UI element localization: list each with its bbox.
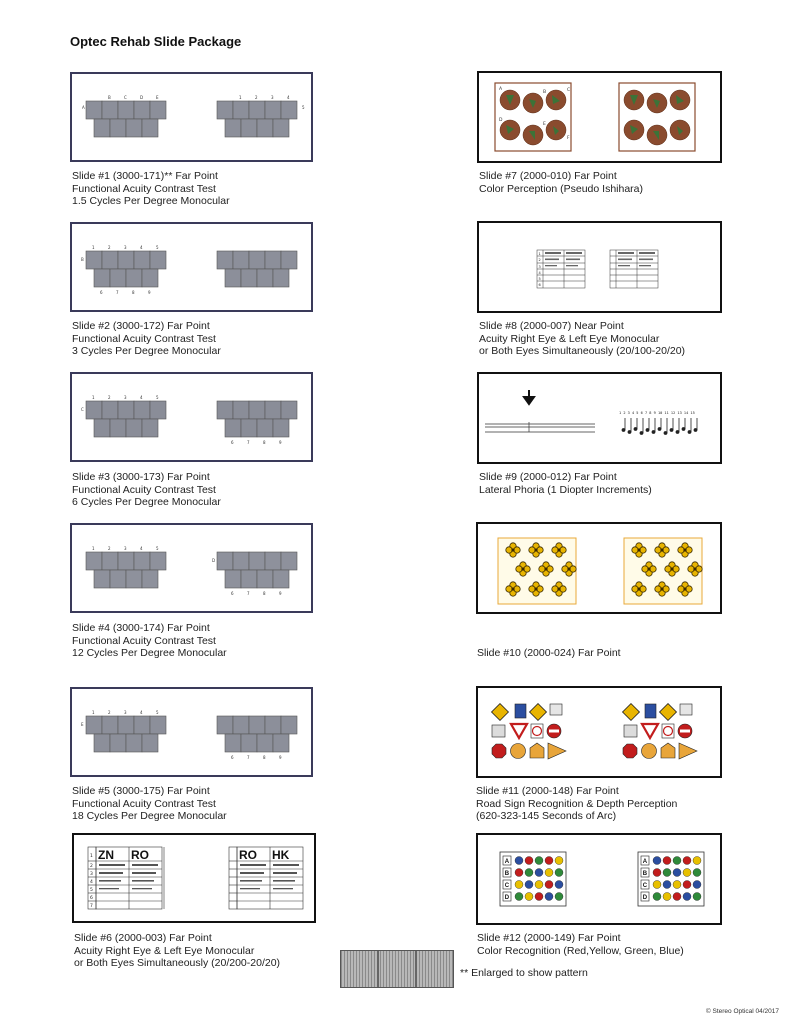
caption-line: 3 Cycles Per Degree Monocular bbox=[72, 345, 221, 357]
slide-8-image bbox=[477, 221, 722, 313]
warning-sign-icon bbox=[530, 704, 547, 721]
slide-8-caption bbox=[479, 320, 685, 358]
phoria-scale: 1 2 3 4 5 6 7 8 9 10 11 12 13 14 15 bbox=[619, 411, 695, 415]
slide-label: D bbox=[212, 558, 216, 563]
caption-line: 6 Cycles Per Degree Monocular bbox=[72, 496, 221, 508]
slide-label: A bbox=[82, 105, 85, 110]
slide-label: 3 bbox=[124, 546, 127, 551]
slide-label: 6 bbox=[231, 591, 234, 596]
slide-label: 2 bbox=[108, 395, 111, 400]
slide-label: 3 bbox=[124, 245, 127, 250]
slide-label: 2 bbox=[255, 95, 258, 100]
info-sign-icon bbox=[515, 704, 526, 718]
slide-label: 2 bbox=[108, 546, 111, 551]
row-number: 3 bbox=[90, 872, 93, 877]
slide-label: 5 bbox=[156, 710, 159, 715]
warning-sign-icon bbox=[660, 704, 677, 721]
slide-4-image bbox=[70, 523, 313, 613]
slide-label: C bbox=[81, 407, 84, 412]
slide-label: 5 bbox=[302, 105, 305, 110]
row-number: 1 bbox=[538, 252, 541, 256]
slide-label: 7 bbox=[116, 290, 119, 295]
pentagon-sign-icon bbox=[661, 743, 675, 758]
slide-6-caption bbox=[74, 932, 280, 970]
yield-sign-icon bbox=[511, 724, 527, 738]
contrast-pattern bbox=[72, 374, 311, 460]
caption-line: Slide #4 (3000-174) Far Point bbox=[72, 622, 210, 634]
phoria-chart bbox=[479, 374, 720, 462]
caption-line: Slide #2 (3000-172) Far Point bbox=[72, 320, 210, 332]
slide-label: 4 bbox=[140, 546, 143, 551]
slide-label: 5 bbox=[156, 245, 159, 250]
slide-label: 1 bbox=[92, 546, 95, 551]
slide-label: 9 bbox=[279, 591, 282, 596]
slide-label: 8 bbox=[132, 290, 135, 295]
caption-line: Functional Acuity Contrast Test bbox=[72, 332, 216, 345]
slide-label: 4 bbox=[140, 245, 143, 250]
chart-letters: ZN bbox=[98, 848, 114, 862]
contrast-pattern bbox=[72, 224, 311, 310]
slide-label: 8 bbox=[263, 591, 266, 596]
slide-label: 2 bbox=[108, 245, 111, 250]
slide-label: 6 bbox=[231, 440, 234, 445]
plate-label: E bbox=[543, 122, 546, 127]
caption-line: Slide #11 (2000-148) Far Point bbox=[476, 785, 619, 797]
slide-2-caption bbox=[72, 320, 221, 358]
slide-label: 1 bbox=[92, 245, 95, 250]
plate-label: D bbox=[499, 118, 503, 123]
row-number: 4 bbox=[538, 271, 541, 275]
slide-11-caption bbox=[476, 785, 677, 823]
slide-label: 7 bbox=[247, 755, 250, 760]
row-number: 1 bbox=[90, 854, 93, 859]
slide-label: 1 bbox=[92, 710, 95, 715]
caption-line: Acuity Right Eye & Left Eye Monocular bbox=[74, 944, 255, 957]
row-number: 2 bbox=[90, 864, 93, 869]
chart-letters: RO bbox=[131, 848, 149, 862]
slide-label: 4 bbox=[140, 395, 143, 400]
arrow-down-icon bbox=[524, 390, 534, 404]
slide-1-image bbox=[70, 72, 313, 162]
slide-label: 3 bbox=[124, 395, 127, 400]
chart-letters: RO bbox=[239, 848, 257, 862]
row-letter: B bbox=[642, 871, 648, 877]
text-sign-icon bbox=[624, 725, 637, 737]
slide-label: 8 bbox=[263, 440, 266, 445]
caption-line: 18 Cycles Per Degree Monocular bbox=[72, 810, 227, 822]
slide-12-caption bbox=[477, 932, 684, 957]
row-number: 6 bbox=[538, 283, 541, 287]
slide-1-caption bbox=[72, 170, 230, 208]
row-number: 3 bbox=[538, 265, 541, 269]
slide-6-image bbox=[72, 833, 316, 923]
route-sign-icon bbox=[680, 704, 692, 715]
slide-7-image bbox=[477, 71, 722, 163]
slide-label: 5 bbox=[156, 395, 159, 400]
circle-sign-icon bbox=[511, 744, 526, 759]
plate-label: B bbox=[543, 90, 547, 95]
caption-line: Functional Acuity Contrast Test bbox=[72, 182, 216, 195]
slide-label: 3 bbox=[271, 95, 274, 100]
caption-line: or Both Eyes Simultaneously (20/100-20/20) bbox=[479, 345, 686, 357]
caption-line: (620-323-145 Seconds of Arc) bbox=[476, 810, 617, 822]
route-sign-icon bbox=[550, 704, 562, 715]
caption-line: Functional Acuity Contrast Test bbox=[72, 797, 216, 810]
stereo-chart bbox=[478, 524, 720, 612]
near-acuity-chart bbox=[479, 223, 720, 311]
row-letter: A bbox=[504, 859, 510, 865]
slide-7-caption bbox=[479, 170, 643, 195]
caption-line: Color Perception (Pseudo Ishihara) bbox=[479, 182, 644, 195]
row-letter: B bbox=[504, 871, 510, 877]
caption-line: or Both Eyes Simultaneously (20/200-20/20) bbox=[74, 957, 281, 969]
slide-5-caption bbox=[72, 785, 227, 823]
slide-3-image bbox=[70, 372, 313, 462]
slide-label: E bbox=[81, 722, 84, 727]
caption-line: Color Recognition (Red,Yellow, Green, Blue) bbox=[477, 944, 684, 957]
info-sign-icon bbox=[645, 704, 656, 718]
slide-label: 6 bbox=[231, 755, 234, 760]
slide-label: 9 bbox=[148, 290, 151, 295]
caption-line: Slide #1 (3000-171)** Far Point bbox=[72, 170, 218, 182]
caption-line: 12 Cycles Per Degree Monocular bbox=[72, 647, 227, 659]
contrast-pattern bbox=[72, 74, 311, 160]
slide-9-image bbox=[477, 372, 722, 464]
row-letter: A bbox=[642, 859, 648, 865]
caption-line: Slide #5 (3000-175) Far Point bbox=[72, 785, 210, 797]
warning-sign-icon bbox=[492, 704, 509, 721]
copyright-notice: © Stereo Optical 04/2017 bbox=[705, 1008, 779, 1015]
slide-label: 9 bbox=[279, 440, 282, 445]
stop-sign-icon bbox=[492, 744, 506, 758]
row-number: 2 bbox=[538, 258, 541, 262]
caption-line: Slide #8 (2000-007) Near Point bbox=[479, 320, 624, 332]
caption-line: 1.5 Cycles Per Degree Monocular bbox=[72, 195, 230, 207]
slide-label: 6 bbox=[100, 290, 103, 295]
caption-line: Road Sign Recognition & Depth Perception bbox=[476, 797, 678, 810]
caption-line: Slide #6 (2000-003) Far Point bbox=[74, 932, 212, 944]
enlarged-pattern-sample bbox=[340, 950, 454, 988]
pennant-sign-icon bbox=[548, 743, 566, 759]
caption-line: Slide #12 (2000-149) Far Point bbox=[477, 932, 621, 944]
circle-sign-icon bbox=[642, 744, 657, 759]
plate-label: F bbox=[567, 136, 570, 141]
caption-line: Functional Acuity Contrast Test bbox=[72, 483, 216, 496]
row-number: 5 bbox=[90, 888, 93, 893]
caption-line: Acuity Right Eye & Left Eye Monocular bbox=[479, 332, 660, 345]
slide-label: 9 bbox=[279, 755, 282, 760]
enlarged-note: ** Enlarged to show pattern bbox=[460, 967, 588, 979]
row-number: 4 bbox=[90, 880, 93, 885]
slide-label: 4 bbox=[140, 710, 143, 715]
slide-label: 5 bbox=[156, 546, 159, 551]
road-sign-chart bbox=[478, 688, 720, 776]
slide-5-image bbox=[70, 687, 313, 777]
pennant-sign-icon bbox=[679, 743, 697, 759]
warning-sign-icon bbox=[623, 704, 640, 721]
slide-9-caption bbox=[479, 471, 652, 496]
slide-label: C bbox=[124, 95, 127, 100]
caption-line: Slide #9 (2000-012) Far Point bbox=[479, 471, 617, 483]
slide-label: 1 bbox=[92, 395, 95, 400]
row-letter: C bbox=[504, 883, 510, 889]
pentagon-sign-icon bbox=[530, 743, 544, 758]
row-number: 5 bbox=[538, 277, 541, 281]
slide-label: 3 bbox=[124, 710, 127, 715]
text-sign-icon bbox=[492, 725, 505, 737]
row-number: 7 bbox=[90, 904, 93, 909]
color-plates bbox=[479, 73, 720, 161]
acuity-chart bbox=[74, 835, 314, 921]
page-title: Optec Rehab Slide Package bbox=[70, 34, 242, 49]
slide-label: 7 bbox=[247, 591, 250, 596]
slide-label: B bbox=[81, 257, 84, 262]
caption-line: Slide #10 (2000-024) Far Point bbox=[477, 647, 621, 659]
slide-label: B bbox=[108, 95, 111, 100]
slide-label: 1 bbox=[239, 95, 242, 100]
caption-line: Lateral Phoria (1 Diopter Increments) bbox=[479, 483, 652, 496]
caption-line: Functional Acuity Contrast Test bbox=[72, 634, 216, 647]
plate-label: C bbox=[567, 88, 571, 93]
contrast-pattern bbox=[72, 525, 311, 611]
caption-line: Slide #3 (3000-173) Far Point bbox=[72, 471, 210, 483]
slide-3-caption bbox=[72, 471, 221, 509]
slide-12-image bbox=[476, 833, 722, 925]
slide-11-image bbox=[476, 686, 722, 778]
slide-10-image bbox=[476, 522, 722, 614]
slide-label: E bbox=[156, 95, 159, 100]
stop-sign-icon bbox=[623, 744, 637, 758]
row-letter: D bbox=[504, 895, 510, 901]
slide-2-image bbox=[70, 222, 313, 312]
contrast-pattern bbox=[72, 689, 311, 775]
chart-letters: HK bbox=[272, 848, 290, 862]
plate-label: A bbox=[499, 87, 503, 92]
yield-sign-icon bbox=[642, 724, 658, 738]
row-letter: D bbox=[642, 895, 648, 901]
slide-label: 4 bbox=[287, 95, 290, 100]
row-number: 6 bbox=[90, 896, 93, 901]
slide-label: 8 bbox=[263, 755, 266, 760]
color-dot-chart bbox=[478, 835, 720, 923]
slide-label: D bbox=[140, 95, 144, 100]
slide-4-caption bbox=[72, 622, 227, 660]
slide-label: 7 bbox=[247, 440, 250, 445]
caption-line: Slide #7 (2000-010) Far Point bbox=[479, 170, 617, 182]
row-letter: C bbox=[642, 883, 648, 889]
slide-label: 2 bbox=[108, 710, 111, 715]
